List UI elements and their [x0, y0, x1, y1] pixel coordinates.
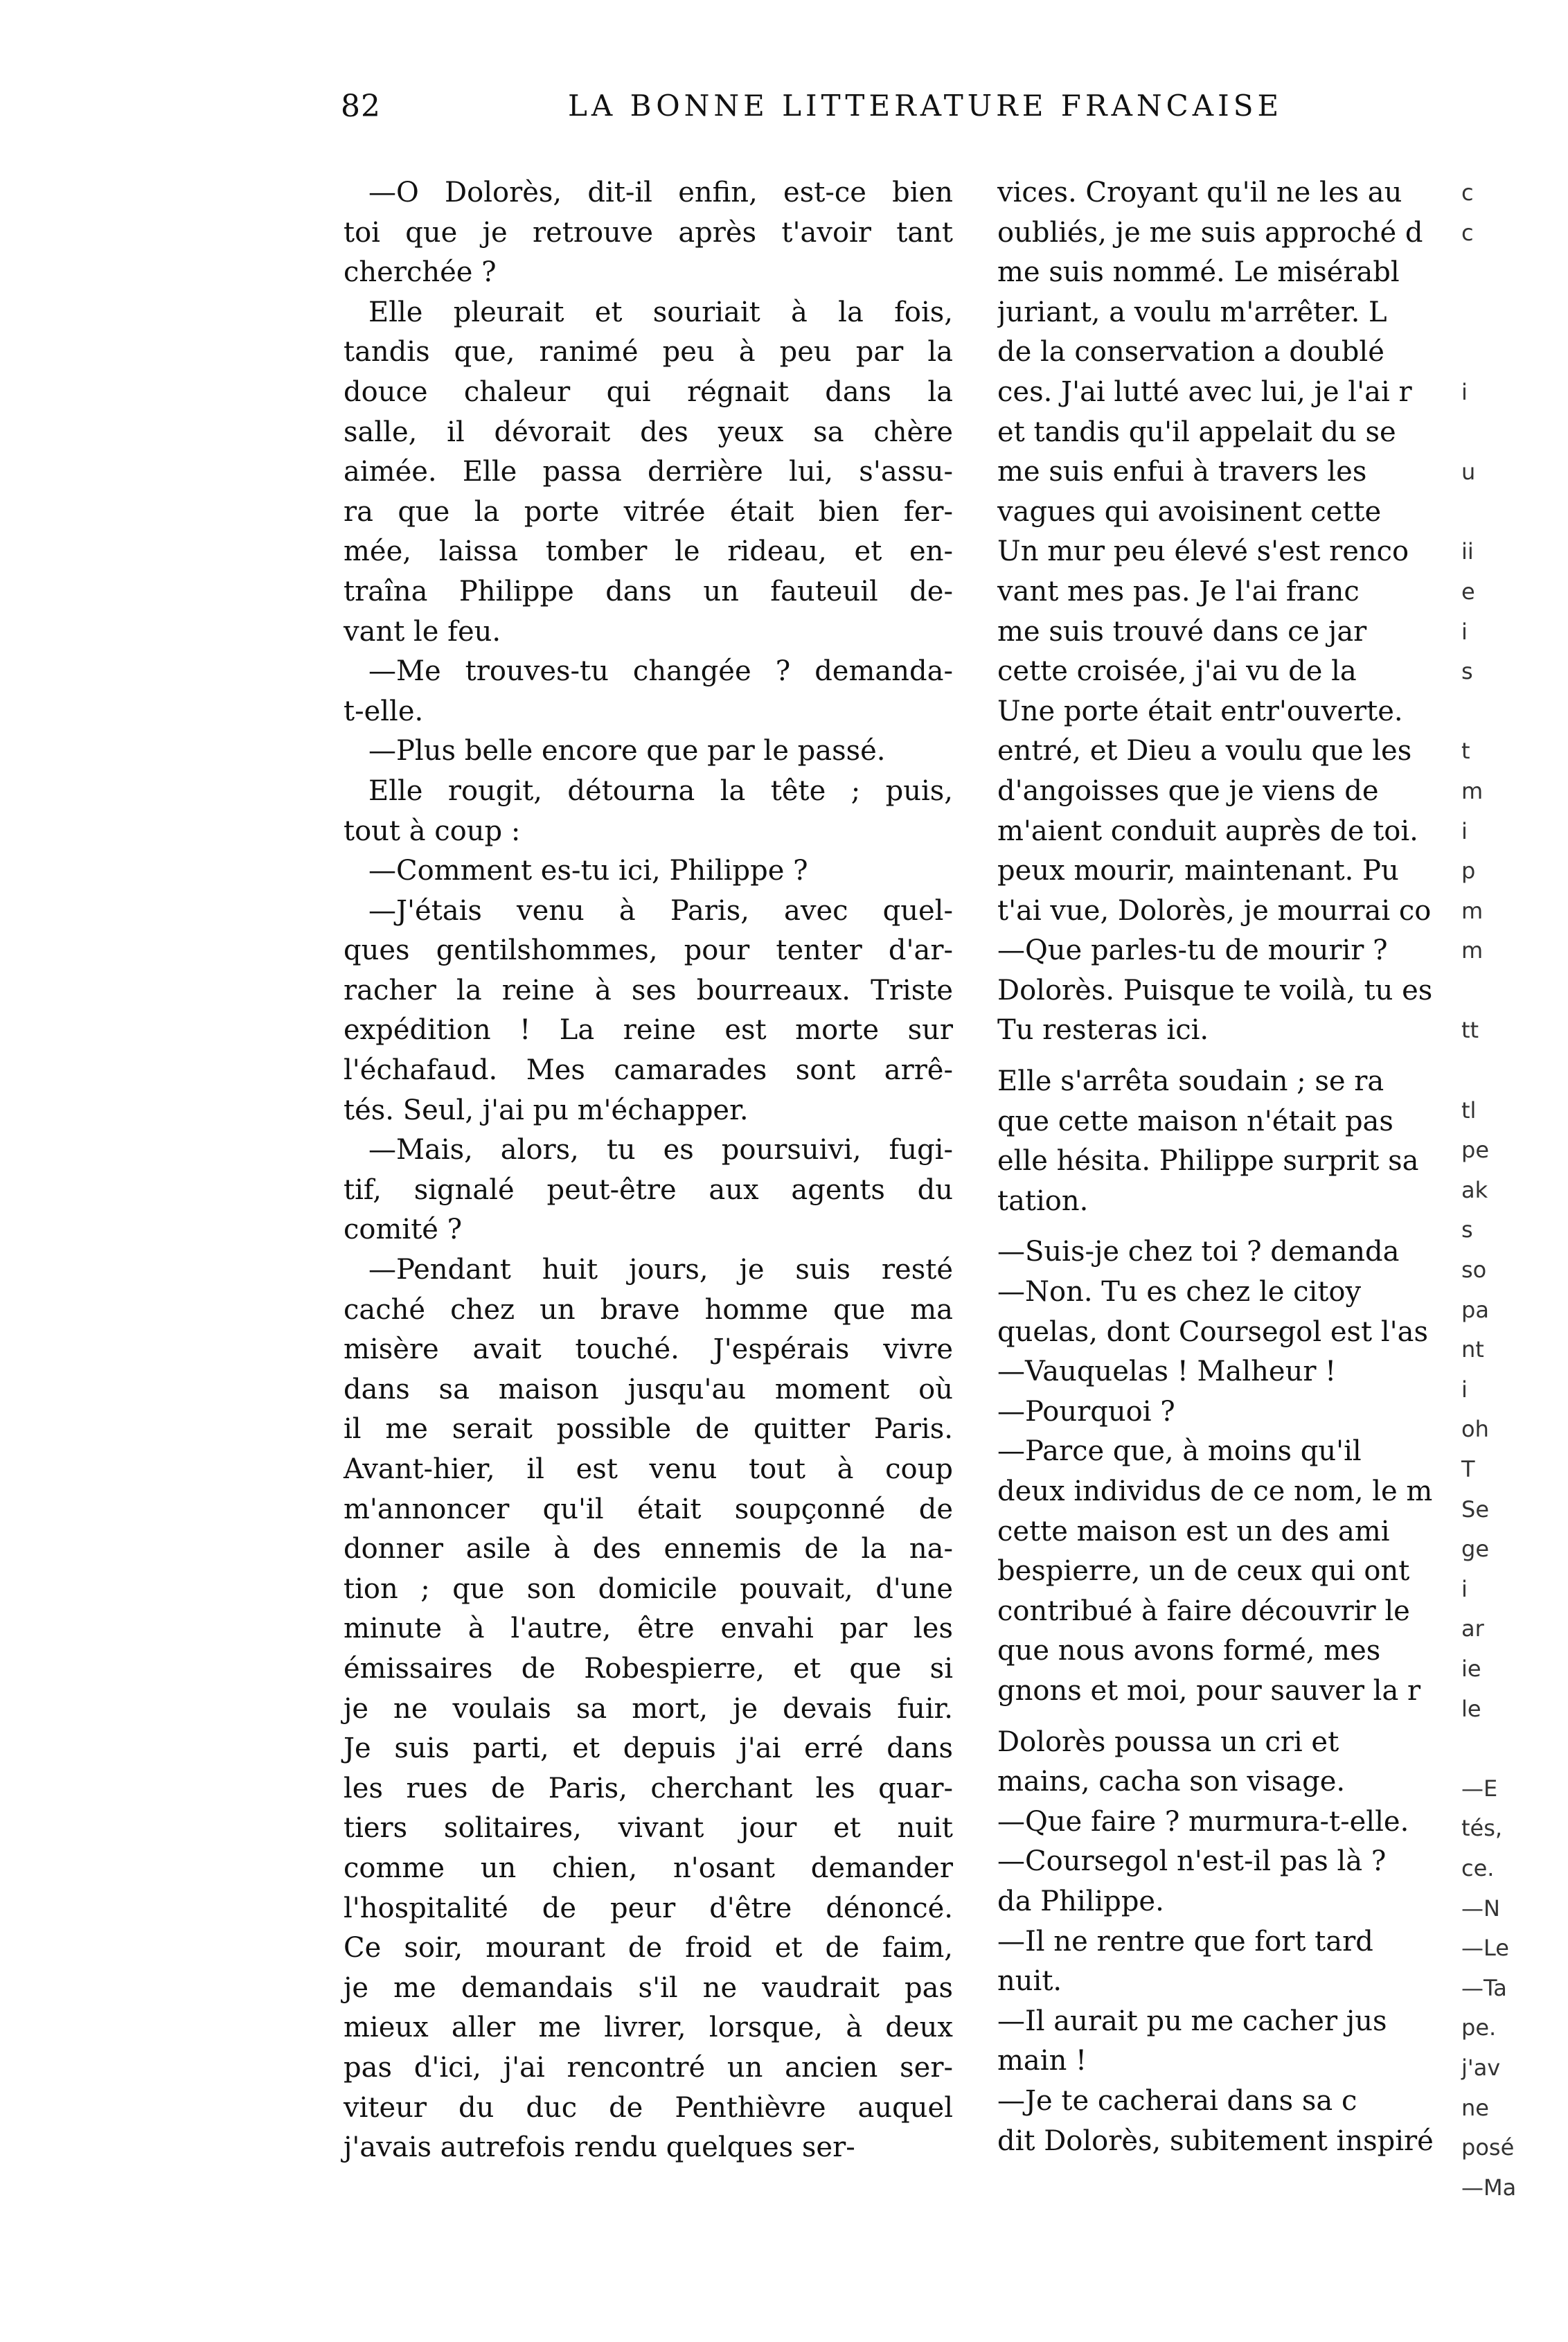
text-line: Dolorès. Puisque te voilà, tu es: [997, 974, 1433, 1006]
text-line: —Il ne rentre que fort tard: [997, 1925, 1373, 1958]
text-line: Elle pleurait et souriait à la fois,: [368, 296, 953, 328]
text-line: —Je te cacherai dans sa c: [997, 2084, 1357, 2117]
bleed-fragment: [1461, 1729, 1565, 1769]
bleed-fragment: i: [1461, 1575, 1468, 1602]
bleed-fragment: ar: [1461, 1615, 1484, 1642]
text-line: d'angoisses que je viens de: [997, 774, 1379, 807]
bleed-fragment: e: [1461, 578, 1475, 605]
text-line: que nous avons formé, mes: [997, 1635, 1381, 1667]
paragraph: [344, 731, 953, 772]
bleed-fragment: j'av: [1461, 2054, 1501, 2081]
text-line: bespierre, un de ceux qui ont: [997, 1555, 1410, 1588]
bleed-fragment: posé: [1461, 2134, 1515, 2161]
bleed-fragment: [1461, 493, 1565, 533]
bleed-fragment: nt: [1461, 1336, 1484, 1363]
paragraph: [344, 1130, 953, 1250]
paragraph: [997, 2082, 1468, 2161]
adjacent-page-bleed: [1461, 173, 1565, 2208]
text-line: —Me trouves-tu changée ? demanda-: [368, 655, 953, 688]
bleed-fragment: pe.: [1461, 2014, 1497, 2041]
bleed-fragment: ii: [1461, 538, 1474, 565]
text-line: tion ; que son domicile pouvait, d'une: [344, 1572, 953, 1605]
bleed-fragment: [1461, 692, 1565, 732]
text-line: me suis enfui à travers les: [997, 456, 1367, 488]
text-line: tés. Seul, j'ai pu m'échapper.: [344, 1094, 749, 1126]
text-line: —Vauquelas ! Malheur !: [997, 1356, 1337, 1388]
text-line: viteur du duc de Penthièvre auquel: [344, 2091, 953, 2124]
paragraph: [344, 652, 953, 731]
text-line: émissaires de Robespierre, et que si: [344, 1652, 953, 1685]
text-line: —Comment es-tu ici, Philippe ?: [368, 855, 808, 887]
text-line: —O Dolorès, dit-il enfin, est-ce bien: [368, 177, 953, 209]
text-line: traîna Philippe dans un fauteuil de-: [344, 575, 953, 607]
text-line: l'hospitalité de peur d'être dénoncé.: [344, 1892, 953, 1924]
text-line: da Philippe.: [997, 1885, 1164, 1917]
paragraph: [344, 1250, 953, 2168]
text-line: Tu resteras ici.: [997, 1014, 1209, 1047]
text-line: entré, et Dieu a voulu que les: [997, 735, 1412, 768]
text-line: Une porte était entr'ouverte.: [997, 695, 1403, 727]
bleed-fragment: i: [1461, 1376, 1468, 1403]
paragraph: [344, 772, 953, 851]
paragraph: [997, 931, 1468, 1051]
bleed-fragment: ne: [1461, 2094, 1489, 2121]
bleed-fragment: s: [1461, 658, 1473, 685]
paragraph: [997, 1802, 1468, 1843]
bleed-fragment: —N: [1461, 1895, 1500, 1922]
text-line: —Coursegol n'est-il pas là ?: [997, 1845, 1387, 1878]
text-line: main !: [997, 2045, 1087, 2077]
bleed-fragment: i: [1461, 618, 1468, 645]
text-line: salle, il dévorait des yeux sa chère: [344, 416, 953, 448]
text-line: cette croisée, j'ai vu de la: [997, 655, 1357, 688]
text-line: tation.: [997, 1185, 1089, 1217]
text-line: vices. Croyant qu'il ne les au: [997, 177, 1402, 209]
page-header: [0, 89, 1568, 130]
text-line: t'ai vue, Dolorès, je mourrai co: [997, 894, 1432, 927]
paragraph: [997, 1272, 1468, 1352]
paragraph: [997, 1062, 1468, 1221]
text-line: mée, laissa tomber le rideau, et en-: [344, 535, 953, 568]
text-line: —Parce que, à moins qu'il: [997, 1435, 1362, 1468]
text-line: Je suis parti, et depuis j'ai erré dans: [344, 1732, 953, 1765]
bleed-fragment: [1461, 413, 1565, 453]
text-line: elle hésita. Philippe surprit sa: [997, 1145, 1419, 1178]
left-column: [344, 173, 953, 2168]
text-line: —Mais, alors, tu es poursuivi, fugi-: [368, 1134, 953, 1166]
bleed-fragment: t: [1461, 738, 1470, 765]
text-line: —J'étais venu à Paris, avec quel-: [368, 894, 953, 927]
bleed-fragment: [1461, 1051, 1565, 1091]
text-line: ces. J'ai lutté avec lui, je l'ai r: [997, 375, 1412, 408]
bleed-fragment: m: [1461, 937, 1484, 964]
text-line: que cette maison n'était pas: [997, 1105, 1393, 1137]
text-line: —Pendant huit jours, je suis resté: [368, 1254, 953, 1286]
bleed-fragment: [1461, 293, 1565, 333]
text-line: Elle rougit, détourna la tête ; puis,: [368, 774, 953, 807]
paragraph: [997, 1842, 1468, 1922]
text-line: juriant, a voulu m'arrêter. L: [997, 296, 1387, 328]
paragraph: [344, 851, 953, 891]
text-line: —Non. Tu es chez le citoy: [997, 1276, 1362, 1308]
bleed-fragment: —Ma: [1461, 2174, 1517, 2201]
text-line: Un mur peu élevé s'est renco: [997, 535, 1409, 568]
bleed-fragment: so: [1461, 1257, 1487, 1284]
bleed-fragment: ge: [1461, 1536, 1489, 1563]
bleed-fragment: —Le: [1461, 1935, 1509, 1962]
text-line: l'échafaud. Mes camarades sont arrê-: [344, 1054, 953, 1087]
text-line: Elle s'arrêta soudain ; se ra: [997, 1065, 1384, 1098]
text-line: toi que je retrouve après t'avoir tant: [344, 216, 953, 249]
bleed-fragment: i: [1461, 378, 1468, 405]
bleed-fragment: ak: [1461, 1176, 1488, 1203]
text-line: —Plus belle encore que par le passé.: [368, 735, 886, 768]
right-column: [997, 173, 1468, 2161]
text-line: vagues qui avoisinent cette: [997, 495, 1382, 528]
bleed-fragment: s: [1461, 1216, 1473, 1243]
paragraph: [344, 293, 953, 652]
text-line: misère avait touché. J'espérais vivre: [344, 1333, 953, 1366]
text-line: mieux aller me livrer, lorsque, à deux: [344, 2012, 953, 2044]
bleed-fragment: tés,: [1461, 1815, 1503, 1842]
bleed-fragment: pe: [1461, 1137, 1489, 1164]
text-line: —Suis-je chez toi ? demanda: [997, 1236, 1400, 1268]
bleed-fragment: m: [1461, 897, 1484, 924]
bleed-fragment: [1461, 971, 1565, 1011]
text-line: cherchée ?: [344, 256, 497, 289]
paragraph: [344, 173, 953, 293]
bleed-fragment: oh: [1461, 1416, 1489, 1443]
bleed-fragment: ie: [1461, 1655, 1481, 1682]
text-line: de la conservation a doublé: [997, 336, 1384, 369]
text-line: mains, cacha son visage.: [997, 1766, 1346, 1798]
text-line: —Il aurait pu me cacher jus: [997, 2005, 1387, 2037]
text-line: contribué à faire découvrir le: [997, 1595, 1410, 1627]
text-line: dans sa maison jusqu'au moment où: [344, 1373, 953, 1405]
bleed-fragment: [1461, 332, 1565, 373]
paragraph: [997, 1392, 1468, 1432]
text-line: tout à coup :: [344, 815, 521, 847]
paragraph: [344, 891, 953, 1131]
paragraph: [997, 1922, 1468, 2002]
text-line: aimée. Elle passa derrière lui, s'assu-: [344, 456, 953, 488]
bleed-fragment: le: [1461, 1695, 1481, 1722]
text-line: quelas, dont Coursegol est l'as: [997, 1315, 1428, 1348]
bleed-fragment: c: [1461, 179, 1474, 206]
bleed-fragment: pa: [1461, 1296, 1489, 1323]
text-line: comité ?: [344, 1214, 463, 1246]
bleed-fragment: p: [1461, 858, 1476, 885]
text-line: donner asile à des ennemis de la na-: [344, 1533, 953, 1565]
text-line: —Pourquoi ?: [997, 1395, 1175, 1428]
text-line: ques gentilshommes, pour tenter d'ar-: [344, 934, 953, 967]
text-line: t-elle.: [344, 695, 424, 727]
bleed-fragment: ce.: [1461, 1854, 1495, 1881]
text-line: Avant-hier, il est venu tout à coup: [344, 1453, 953, 1485]
text-line: m'aient conduit auprès de toi.: [997, 815, 1418, 847]
text-line: peux mourir, maintenant. Pu: [997, 855, 1399, 887]
text-line: tiers solitaires, vivant jour et nuit: [344, 1812, 953, 1845]
page-number: 82: [341, 89, 381, 124]
text-line: vant mes pas. Je l'ai franc: [997, 575, 1360, 607]
text-line: tif, signalé peut-être aux agents du: [344, 1173, 953, 1206]
text-line: vant le feu.: [344, 615, 501, 648]
text-line: me suis trouvé dans ce jar: [997, 615, 1367, 648]
bleed-fragment: m: [1461, 777, 1484, 804]
paragraph: [997, 1723, 1468, 1802]
text-line: gnons et moi, pour sauver la r: [997, 1674, 1421, 1707]
bleed-fragment: i: [1461, 817, 1468, 844]
text-line: minute à l'autre, être envahi par les: [344, 1613, 953, 1645]
paragraph: [997, 1432, 1468, 1711]
text-line: il me serait possible de quitter Paris.: [344, 1413, 953, 1446]
bleed-fragment: T: [1461, 1456, 1475, 1482]
text-line: j'avais autrefois rendu quelques ser-: [344, 2131, 855, 2164]
text-line: m'annoncer qu'il était soupçonné de: [344, 1493, 953, 1525]
text-line: comme un chien, n'osant demander: [344, 1852, 953, 1884]
text-line: je ne voulais sa mort, je devais fuir.: [344, 1692, 953, 1725]
text-line: racher la reine à ses bourreaux. Triste: [344, 974, 953, 1006]
text-line: je me demandais s'il ne vaudrait pas: [344, 1971, 953, 2004]
text-line: et tandis qu'il appelait du se: [997, 416, 1396, 448]
text-line: nuit.: [997, 1965, 1062, 1998]
text-line: les rues de Paris, cherchant les quar-: [344, 1772, 953, 1804]
text-line: deux individus de ce nom, le m: [997, 1475, 1433, 1507]
running-title: LA BONNE LITTERATURE FRANCAISE: [568, 89, 1283, 123]
text-line: douce chaleur qui régnait dans la: [344, 375, 953, 408]
paragraph: [997, 173, 1468, 931]
bleed-fragment: tt: [1461, 1017, 1479, 1044]
text-line: Ce soir, mourant de froid et de faim,: [344, 1932, 953, 1964]
text-line: pas d'ici, j'ai rencontré un ancien ser-: [344, 2051, 953, 2084]
bleed-fragment: tl: [1461, 1097, 1477, 1124]
text-line: expédition ! La reine est morte sur: [344, 1014, 953, 1047]
text-line: caché chez un brave homme que ma: [344, 1293, 953, 1326]
bleed-fragment: —Ta: [1461, 1974, 1507, 2001]
text-line: oubliés, je me suis approché d: [997, 216, 1423, 249]
bleed-fragment: Se: [1461, 1496, 1489, 1523]
bleed-fragment: [1461, 253, 1565, 293]
bleed-fragment: —E: [1461, 1775, 1498, 1802]
text-line: —Que faire ? murmura-t-elle.: [997, 1805, 1409, 1838]
bleed-fragment: c: [1461, 219, 1474, 246]
text-line: ra que la porte vitrée était bien fer-: [344, 495, 953, 528]
text-line: tandis que, ranimé peu à peu par la: [344, 336, 953, 369]
text-line: cette maison est un des ami: [997, 1515, 1390, 1547]
text-line: —Que parles-tu de mourir ?: [997, 934, 1388, 967]
paragraph: [997, 2002, 1468, 2082]
paragraph: [997, 1352, 1468, 1392]
text-line: Dolorès poussa un cri et: [997, 1726, 1339, 1758]
text-line: me suis nommé. Le misérabl: [997, 256, 1400, 289]
bleed-fragment: u: [1461, 459, 1476, 486]
text-line: dit Dolorès, subitement inspiré: [997, 2124, 1434, 2157]
paragraph: [997, 1232, 1468, 1272]
